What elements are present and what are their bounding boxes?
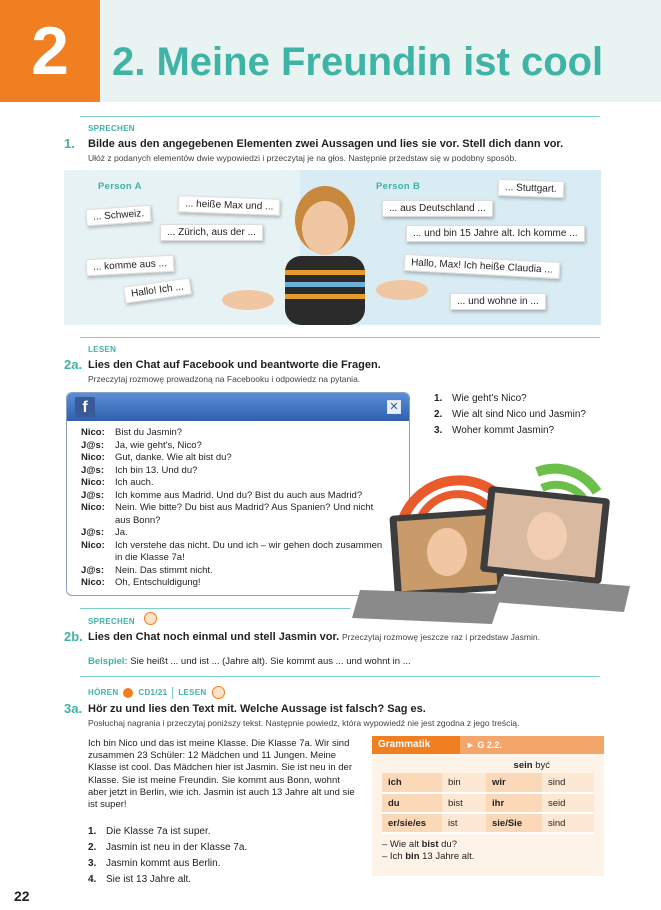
exercise-number: 2b. xyxy=(64,629,83,644)
chat-text: Gut, danke. Wie alt bist du? xyxy=(115,452,232,463)
section-label-lesen: LESEN xyxy=(178,688,207,697)
chat-text: Oh, Entschuldigung! xyxy=(115,577,201,588)
statements-list xyxy=(88,824,338,888)
conjugation-table xyxy=(382,773,594,834)
grammar-title: Grammatik xyxy=(372,736,460,754)
person-b-label: Person B xyxy=(376,181,421,192)
chat-text: Ja, wie geht's, Nico? xyxy=(115,439,202,451)
phrase-card: ... Schweiz. xyxy=(85,205,151,227)
exercise-subtitle: Przeczytaj rozmowę prowadzoną na Facebooku i odpowiedz na pytania. xyxy=(88,374,361,384)
example-line xyxy=(88,656,411,667)
chat-text: Ja. xyxy=(115,527,128,538)
chat-sender: Nico: xyxy=(81,427,105,438)
chat-sender: J@s: xyxy=(81,564,104,576)
phrase-card: ... komme aus ... xyxy=(86,255,175,277)
exercise-title: Lies den Chat auf Facebook und beantworte die Fragen. xyxy=(88,359,381,371)
chat-sender: Nico: xyxy=(81,502,105,513)
exercise-number: 1. xyxy=(64,136,75,151)
exercise-title-line xyxy=(88,631,540,643)
chat-sender: J@s: xyxy=(81,527,104,538)
close-icon[interactable]: ✕ xyxy=(387,400,401,414)
reading-text: Ich bin Nico und das ist meine Klasse. Die Klasse 7a. Wir sind zusammen 23 Schüler: 12 Mädchen und 11 Jungen. Meine Klasse ist cool. Das Mädchen hier ist Jasmin. Sie ist neu in der Klasse. Sie ist meine Freundin. Sie kommt aus Bonn, wohnt aber jetzt in Berlin, wie ich. Jasmin ist auch 13 Jahre alt und sie ist super! xyxy=(88,738,355,811)
question-item: 3. Woher kommt Jasmin? xyxy=(434,425,555,436)
section-labels xyxy=(88,686,225,699)
chat-sender: Nico: xyxy=(81,577,105,588)
example-text: Sie heißt ... und ist ... (Jahre alt). Sie kommt aus ... und wohnt in ... xyxy=(130,656,411,667)
phrase-card: ... aus Deutschland ... xyxy=(382,200,493,217)
chat-sender: Nico: xyxy=(81,452,105,463)
exercise-number: 2a. xyxy=(64,357,83,372)
divider xyxy=(80,337,600,338)
example-label: Beispiel: xyxy=(88,656,128,667)
speaking-icon xyxy=(144,612,157,625)
grammar-example: – Wie alt bist du? xyxy=(382,839,457,850)
phrase-card: ... Stuttgart. xyxy=(498,179,564,198)
section-label-sprechen: SPRECHEN xyxy=(88,124,135,133)
grammar-header xyxy=(372,736,604,754)
divider xyxy=(80,676,600,677)
question-item: 2. Wie alt sind Nico und Jasmin? xyxy=(434,409,586,420)
cd-icon xyxy=(123,688,133,698)
divider xyxy=(80,116,600,117)
chat-text: Ich bin 13. Und du? xyxy=(115,464,198,476)
facebook-logo-icon: f xyxy=(75,397,95,417)
chat-sender: J@s: xyxy=(81,464,104,476)
grammar-box xyxy=(372,736,604,876)
chat-text: Nein. Das stimmt nicht. xyxy=(115,564,213,576)
exercise-title: Lies den Chat noch einmal und stell Jasmin vor. xyxy=(88,631,340,643)
phrase-card: ... und wohne in ... xyxy=(450,293,546,310)
chat-titlebar xyxy=(67,393,409,421)
section-label-sprechen: SPRECHEN xyxy=(88,617,135,626)
exercise-title: Hör zu und lies den Text mit. Welche Aussage ist falsch? Sag es. xyxy=(88,703,426,715)
table-row: du bist ihr seid xyxy=(382,793,594,813)
exercise-subtitle: Posłuchaj nagrania i przeczytaj poniższy tekst. Następnie powiedz, która wypowiedź nie jest zgodna z jego treścią. xyxy=(88,718,520,728)
exercise-subtitle: Przeczytaj rozmowę jeszcze raz i przedstaw Jasmin. xyxy=(342,632,540,642)
grammar-reference: ► G 2.2. xyxy=(466,740,502,750)
chapter-number: 2 xyxy=(0,0,100,102)
statement-item: 1. Die Klasse 7a ist super. xyxy=(88,826,211,837)
phrase-card: ... heiße Max und ... xyxy=(178,195,281,216)
chat-sender: J@s: xyxy=(81,439,104,451)
verb-german: sein xyxy=(513,760,533,771)
phrase-card: Hallo, Max! Ich heiße Claudia ... xyxy=(404,254,560,279)
grammar-example: – Ich bin 13 Jahre alt. xyxy=(382,851,475,862)
chat-sender: Nico: xyxy=(81,539,105,551)
section-label-horen: HÖREN xyxy=(88,688,119,697)
laptops-illustration xyxy=(352,452,638,630)
boy-photo xyxy=(220,172,430,325)
statement-item: 4. Sie ist 13 Jahre alt. xyxy=(88,874,192,885)
exercise-title: Bilde aus den angegebenen Elementen zwei Aussagen und lies sie vor. Stell dich dann vor. xyxy=(88,138,564,150)
chat-text: Ich verstehe das nicht. Du und ich – wir gehen doch zusammen in die Klasse 7a! xyxy=(115,539,383,563)
chat-message xyxy=(81,440,401,453)
divider xyxy=(80,608,350,609)
phrase-card: Hallo! Ich ... xyxy=(123,277,192,303)
questions-list xyxy=(434,391,634,439)
phrase-card: ... Zürich, aus der ... xyxy=(160,224,263,241)
statement-item: 2. Jasmin ist neu in der Klasse 7a. xyxy=(88,842,248,853)
separator xyxy=(172,687,173,699)
chapter-title: 2. Meine Freundin ist cool xyxy=(112,40,604,84)
exercise-number: 3a. xyxy=(64,701,83,716)
phrase-card: ... und bin 15 Jahre alt. Ich komme ... xyxy=(406,225,585,242)
section-label-lesen: LESEN xyxy=(88,345,117,354)
grammar-examples xyxy=(372,834,604,863)
page-number: 22 xyxy=(14,888,30,904)
chat-text: Ich komme aus Madrid. Und du? Bist du auch aus Madrid? xyxy=(115,489,363,501)
chat-text: Bist du Jasmin? xyxy=(115,427,183,438)
verb-polish: być xyxy=(535,760,550,771)
chat-text: Ich auch. xyxy=(115,477,154,488)
grammar-verb-heading xyxy=(372,754,604,773)
chat-text: Nein. Wie bitte? Du bist aus Madrid? Aus Spanien? Und nicht aus Bonn? xyxy=(115,502,374,526)
person-a-label: Person A xyxy=(98,181,142,192)
statement-item: 3. Jasmin kommt aus Berlin. xyxy=(88,858,221,869)
reading-icon xyxy=(212,686,225,699)
question-item: 1. Wie geht's Nico? xyxy=(434,393,527,404)
chat-sender: J@s: xyxy=(81,489,104,501)
table-row: er/sie/es ist sie/Sie sind xyxy=(382,813,594,833)
chat-message xyxy=(81,427,401,440)
track-number: CD1/21 xyxy=(138,688,168,697)
table-row: ich bin wir sind xyxy=(382,773,594,793)
chat-sender: Nico: xyxy=(81,477,105,488)
exercise-subtitle: Ułóż z podanych elementów dwie wypowiedzi i przeczytaj je na głos. Następnie przedstaw się w podobny sposób. xyxy=(88,153,517,163)
